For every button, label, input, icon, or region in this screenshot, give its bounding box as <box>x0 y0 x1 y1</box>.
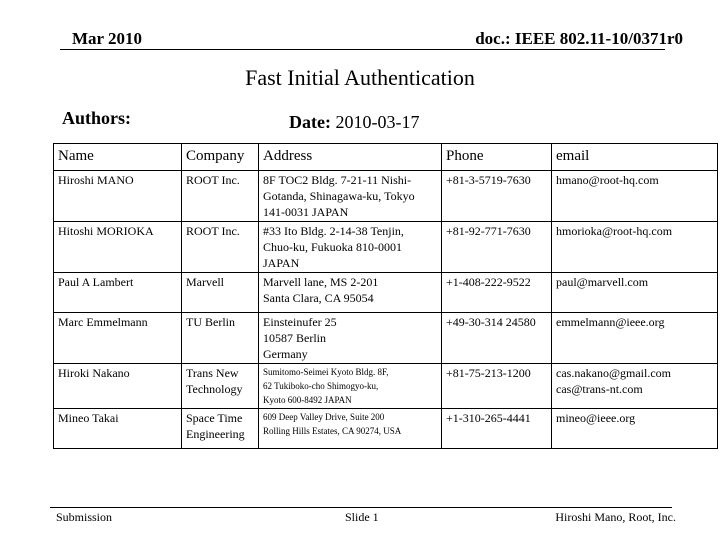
cell-phone: +81-75-213-1200 <box>442 364 552 409</box>
cell-line: 62 Tukiboko-cho Shimogyo-ku, <box>263 381 379 391</box>
footer-slide-number: Slide 1 <box>345 510 379 524</box>
table-body <box>54 171 718 449</box>
cell-line: Space Time <box>186 411 243 425</box>
date-value: 2010-03-17 <box>335 112 420 132</box>
cell-line: emmelmann@ieee.org <box>556 315 665 329</box>
cell-line: mineo@ieee.org <box>556 411 636 425</box>
cell-line: Sumitomo-Seimei Kyoto Bldg. 8F, <box>263 367 389 377</box>
cell-line: #33 Ito Bldg. 2-14-38 Tenjin, <box>263 224 404 238</box>
cell-email <box>552 222 718 273</box>
footer-submission: Submission <box>56 510 113 524</box>
cell-company <box>182 313 259 364</box>
cell-company <box>182 409 259 449</box>
cell-line: Germany <box>263 347 308 361</box>
authors-label: Authors: <box>62 108 132 128</box>
cell-line: Rolling Hills Estates, CA 90274, USA <box>263 426 402 436</box>
cell-line: paul@marvell.com <box>556 275 649 289</box>
cell-line: Trans New <box>186 366 239 380</box>
cell-email <box>552 171 718 222</box>
cell-email <box>552 313 718 364</box>
cell-line: Marvell <box>186 275 224 289</box>
cell-line: ROOT Inc. <box>186 173 240 187</box>
cell-line: Santa Clara, CA 95054 <box>263 291 374 305</box>
column-header-email: email <box>552 144 718 171</box>
column-header-company: Company <box>182 144 259 171</box>
table-header-row <box>54 144 718 171</box>
date-label: Date: <box>289 112 331 132</box>
cell-name: Hiroki Nakano <box>54 364 182 409</box>
cell-line: cas@trans-nt.com <box>556 382 643 396</box>
cell-line: Kyoto 600-8492 JAPAN <box>263 395 352 405</box>
cell-address <box>259 222 442 273</box>
cell-name: Hitoshi MORIOKA <box>54 222 182 273</box>
cell-line: Einsteinufer 25 <box>263 315 337 329</box>
cell-line: ROOT Inc. <box>186 224 240 238</box>
cell-name: Marc Emmelmann <box>54 313 182 364</box>
cell-line: hmorioka@root-hq.com <box>556 224 673 238</box>
table-row <box>54 313 718 364</box>
cell-phone: +1-310-265-4441 <box>442 409 552 449</box>
cell-email <box>552 273 718 313</box>
header-date: Mar 2010 <box>72 29 143 48</box>
cell-phone: +81-3-5719-7630 <box>442 171 552 222</box>
date-line <box>289 112 419 133</box>
cell-address <box>259 171 442 222</box>
header-divider <box>60 49 665 50</box>
cell-address <box>259 409 442 449</box>
column-header-name: Name <box>54 144 182 171</box>
cell-email <box>552 364 718 409</box>
cell-line: Technology <box>186 382 243 396</box>
cell-line: hmano@root-hq.com <box>556 173 659 187</box>
table-row <box>54 409 718 449</box>
cell-company <box>182 364 259 409</box>
cell-name: Paul A Lambert <box>54 273 182 313</box>
cell-name: Mineo Takai <box>54 409 182 449</box>
cell-address <box>259 313 442 364</box>
cell-line: 609 Deep Valley Drive, Suite 200 <box>263 412 385 422</box>
cell-company <box>182 222 259 273</box>
table-row <box>54 171 718 222</box>
cell-line: 8F TOC2 Bldg. 7-21-11 Nishi- <box>263 173 412 187</box>
cell-phone: +49-30-314 24580 <box>442 313 552 364</box>
table-row <box>54 273 718 313</box>
cell-line: Chuo-ku, Fukuoka 810-0001 <box>263 240 402 254</box>
cell-phone: +81-92-771-7630 <box>442 222 552 273</box>
cell-line: Marvell lane, MS 2-201 <box>263 275 379 289</box>
cell-line: 141-0031 JAPAN <box>263 205 349 219</box>
authors-table <box>53 143 718 449</box>
cell-company <box>182 171 259 222</box>
cell-line: 10587 Berlin <box>263 331 326 345</box>
column-header-phone: Phone <box>442 144 552 171</box>
footer-divider <box>50 507 672 508</box>
cell-phone: +1-408-222-9522 <box>442 273 552 313</box>
cell-line: TU Berlin <box>186 315 235 329</box>
cell-name: Hiroshi MANO <box>54 171 182 222</box>
slide-title: Fast Initial Authentication <box>245 65 475 90</box>
cell-address <box>259 273 442 313</box>
cell-line: cas.nakano@gmail.com <box>556 366 672 380</box>
column-header-address: Address <box>259 144 442 171</box>
cell-email <box>552 409 718 449</box>
footer-author: Hiroshi Mano, Root, Inc. <box>555 510 676 524</box>
table-row <box>54 364 718 409</box>
header-doc-id: doc.: IEEE 802.11-10/0371r0 <box>475 29 683 48</box>
cell-company <box>182 273 259 313</box>
cell-line: Engineering <box>186 427 245 441</box>
cell-line: JAPAN <box>263 256 300 270</box>
cell-line: Gotanda, Shinagawa-ku, Tokyo <box>263 189 415 203</box>
table-row <box>54 222 718 273</box>
cell-address <box>259 364 442 409</box>
